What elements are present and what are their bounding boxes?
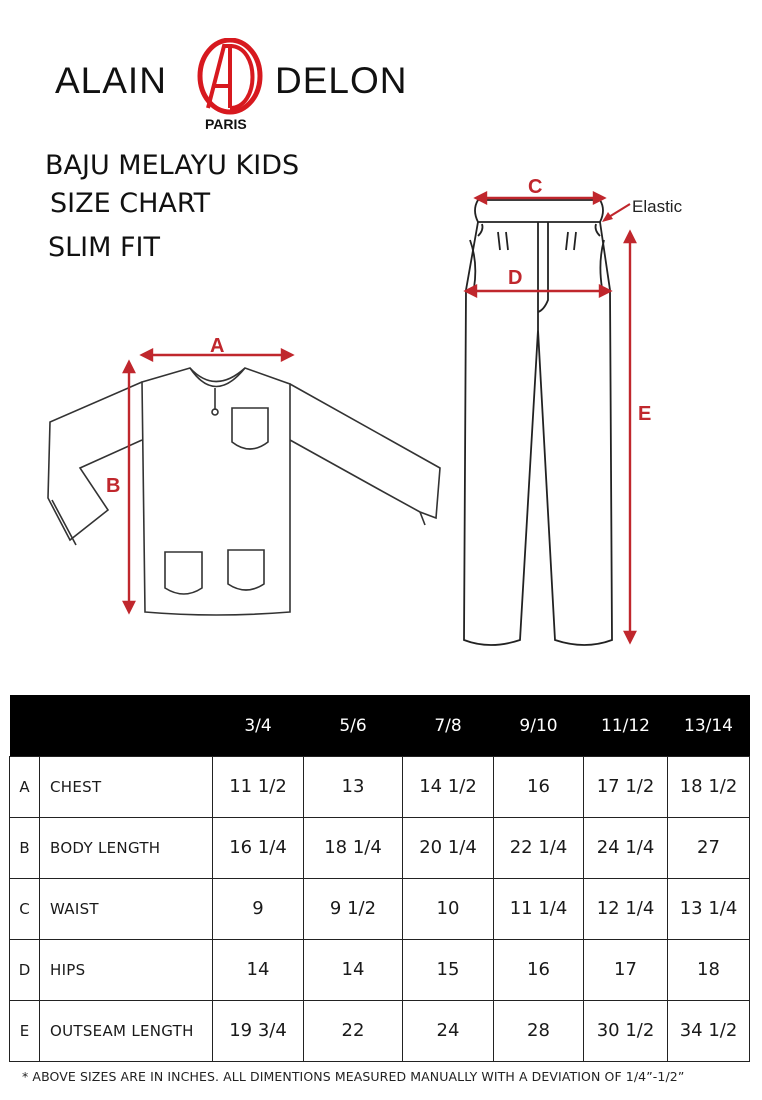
table-cell: 16: [494, 939, 584, 1000]
table-cell: 11 1/4: [494, 878, 584, 939]
table-row: [10, 817, 750, 878]
row-code: A: [10, 756, 40, 817]
brand-name-right: DELON: [275, 60, 408, 101]
table-cell: 14 1/2: [403, 756, 494, 817]
table-row: [10, 756, 750, 817]
size-header-row: [10, 695, 750, 756]
table-cell: 18 1/2: [668, 756, 750, 817]
table-cell: 13: [304, 756, 403, 817]
row-code: D: [10, 939, 40, 1000]
table-cell: 28: [494, 1000, 584, 1061]
table-cell: 9 1/2: [304, 878, 403, 939]
size-header: 13/14: [684, 715, 733, 736]
label-e: E: [638, 403, 652, 425]
table-cell: 12 1/4: [584, 878, 668, 939]
table-cell: 10: [403, 878, 494, 939]
table-row: [10, 1000, 750, 1061]
table-cell: 13 1/4: [668, 878, 750, 939]
table-cell: 14: [304, 939, 403, 1000]
header-blank: [10, 695, 40, 756]
arrow-b: [124, 362, 134, 612]
row-label: OUTSEAM LENGTH: [40, 1000, 213, 1061]
table-cell: 17 1/2: [584, 756, 668, 817]
pants-illustration: [464, 200, 612, 645]
elastic-label: Elastic: [632, 197, 683, 216]
label-a: A: [210, 335, 225, 357]
table-cell: 19 3/4: [213, 1000, 304, 1061]
table-cell: 34 1/2: [668, 1000, 750, 1061]
product-title: BAJU MELAYU KIDS: [45, 150, 300, 181]
table-cell: 20 1/4: [403, 817, 494, 878]
label-b: B: [106, 475, 121, 497]
row-label: BODY LENGTH: [40, 817, 213, 878]
footnote: * ABOVE SIZES ARE IN INCHES. ALL DIMENTIONS MEASURED MANUALLY WITH A DEVIATION OF 1/4”-1/2”: [22, 1069, 685, 1084]
row-label: WAIST: [40, 878, 213, 939]
table-cell: 16 1/4: [213, 817, 304, 878]
brand-sub: PARIS: [205, 116, 247, 132]
table-row: [10, 878, 750, 939]
size-header: 3/4: [244, 715, 272, 736]
chart-title: SIZE CHART: [50, 188, 211, 219]
table-cell: 18: [668, 939, 750, 1000]
row-label: CHEST: [40, 756, 213, 817]
table-cell: 15: [403, 939, 494, 1000]
table-cell: 9: [213, 878, 304, 939]
table-cell: 30 1/2: [584, 1000, 668, 1061]
brand-name-left: ALAIN: [55, 60, 167, 101]
table-cell: 27: [668, 817, 750, 878]
fit-title: SLIM FIT: [48, 232, 161, 263]
table-cell: 22 1/4: [494, 817, 584, 878]
size-header: 5/6: [339, 715, 367, 736]
row-code: E: [10, 1000, 40, 1061]
size-header: 9/10: [519, 715, 558, 736]
table-cell: 24 1/4: [584, 817, 668, 878]
size-header: 7/8: [434, 715, 462, 736]
row-label: HIPS: [40, 939, 213, 1000]
header-blank: [40, 695, 213, 756]
row-code: B: [10, 817, 40, 878]
table-cell: 11 1/2: [213, 756, 304, 817]
table-cell: 14: [213, 939, 304, 1000]
table-cell: 22: [304, 1000, 403, 1061]
arrow-e: [625, 232, 635, 642]
table-row: [10, 939, 750, 1000]
label-d: D: [508, 267, 523, 289]
row-code: C: [10, 878, 40, 939]
size-header: 11/12: [601, 715, 650, 736]
table-cell: 16: [494, 756, 584, 817]
table-cell: 24: [403, 1000, 494, 1061]
table-cell: 18 1/4: [304, 817, 403, 878]
size-table: [9, 695, 750, 1062]
label-c: C: [528, 176, 543, 198]
table-cell: 17: [584, 939, 668, 1000]
